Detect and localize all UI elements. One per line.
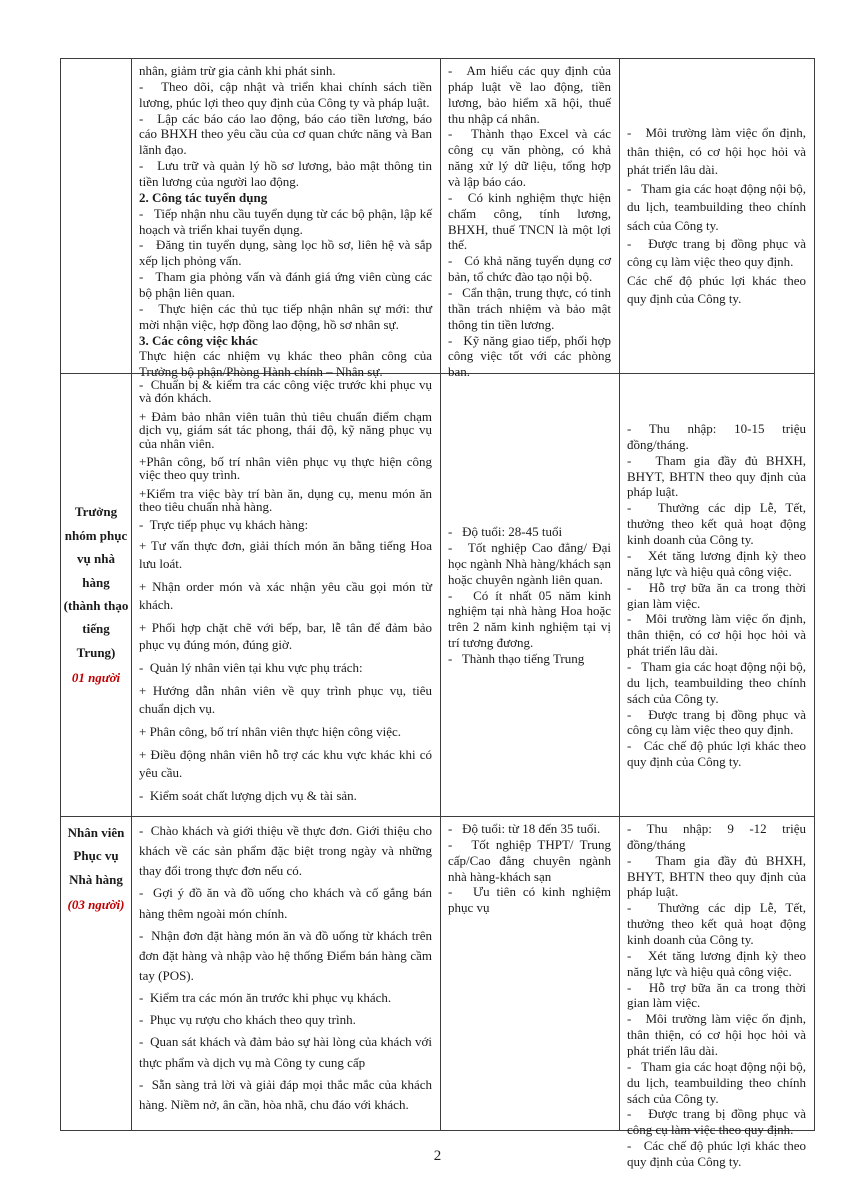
paragraph: - Quản lý nhân viên tại khu vực phụ trách:	[139, 660, 363, 676]
paragraph: - Tham gia các hoạt động nội bộ, du lịch, teambuilding theo chính sách của Công ty.	[627, 658, 806, 706]
paragraph: - Được trang bị đồng phục và công cụ làm việc theo quy định.	[627, 706, 806, 738]
paragraph: - Tốt nghiệp THPT/ Trung cấp/Cao đẳng chuyên ngành nhà hàng-khách sạn	[448, 836, 611, 884]
paragraph: - Sẵn sàng trả lời và giải đáp mọi thắc mắc của khách hàng. Niềm nở, ân cần, hòa nhã, chu đáo với khách.	[139, 1076, 432, 1112]
paragraph: - Lưu trữ và quản lý hồ sơ lương, bảo mật thông tin tiền lương của người lao động.	[139, 158, 432, 190]
paragraph: - Môi trường làm việc ổn định, thân thiện, có cơ hội học hỏi và phát triển lâu dài.	[627, 125, 806, 178]
paragraph: +Phân công, bố trí nhân viên phục vụ thực hiện công việc theo quy trình.	[139, 453, 432, 483]
paragraph: - Có kinh nghiệm thực hiện chấm công, tính lương, BHXH, thuế TNCN là một lợi thế.	[448, 189, 611, 253]
paragraph: - Tham gia phỏng vấn và đánh giá ứng viên cùng các bộ phận liên quan.	[139, 269, 432, 301]
paragraph: - Kiểm tra các món ăn trước khi phục vụ khách.	[139, 990, 392, 1006]
benefits-cell	[619, 374, 814, 816]
paragraph: - Thành thạo Excel và các công cụ văn phòng, có khả năng xử lý dữ liệu, tổng hợp và lập báo cáo.	[448, 126, 611, 190]
paragraph: - Tốt nghiệp Cao đẳng/ Đại học ngành Nhà hàng/khách sạn hoặc chuyên ngành liên quan.	[448, 539, 611, 587]
table-row	[61, 373, 814, 816]
paragraph: - Cẩn thận, trung thực, có tinh thần trách nhiệm và bảo mật thông tin tiền lương.	[448, 285, 612, 332]
paragraph: - Các chế độ phúc lợi khác theo quy định của Công ty.	[627, 738, 806, 770]
paragraph: Thực hiện các nhiệm vụ khác theo phân công của Trưởng bộ phận/Phòng Hành chính – Nhân sự.	[139, 348, 432, 380]
paragraph: - Xét tăng lương định kỳ theo năng lực và hiệu quả công việc.	[627, 547, 806, 579]
job-table	[60, 58, 815, 1170]
paragraph: - Lập các báo cáo lao động, báo cáo tiền lương, báo cáo BHXH theo yêu cầu của cơ quan chức năng và Ban lãnh đạo.	[139, 110, 432, 158]
paragraph: 2. Công tác tuyển dụng	[139, 189, 268, 205]
table-row	[61, 816, 814, 1170]
paragraph: - Đăng tin tuyển dụng, sàng lọc hồ sơ, liên hệ và sắp xếp lịch phỏng vấn.	[139, 237, 432, 269]
benefits-cell	[619, 59, 814, 373]
paragraph: + Đảm bảo nhân viên tuân thủ tiêu chuẩn điểm chạm dịch vụ, giám sát tác phong, thái độ, kỹ năng phục vụ của nhân viên.	[139, 408, 432, 451]
page-number: 2	[433, 1148, 442, 1164]
paragraph: - Hỗ trợ bữa ăn ca trong thời gian làm việc.	[627, 579, 806, 611]
requirements-cell	[440, 59, 619, 380]
paragraph: - Kỹ năng giao tiếp, phối hợp công việc tốt với các phòng ban.	[448, 332, 611, 380]
paragraph: - Am hiểu các quy định của pháp luật về lao động, tiền lương, bảo hiểm xã hội, thuế thu nhập cá nhân.	[448, 63, 611, 126]
paragraph: - Tham gia các hoạt động nội bộ, du lịch, teambuilding theo chính sách của Công ty.	[627, 1058, 806, 1106]
paragraph: + Phân công, bố trí nhân viên thực hiện công việc.	[139, 724, 402, 740]
paragraph: - Gợi ý đồ ăn và đồ uống cho khách và cố gắng bán hàng thêm ngoài món chính.	[139, 885, 432, 921]
paragraph: - Chào khách và giới thiệu về thực đơn. Giới thiệu cho khách về các sản phẩm đặc biệt trong ngày và những thay đổi trong thực đơn nếu có.	[139, 823, 432, 879]
paragraph: - Trực tiếp phục vụ khách hàng:	[139, 517, 309, 533]
position-cell	[61, 817, 131, 1130]
paragraph: - Môi trường làm việc ổn định, thân thiện, có cơ hội học hỏi và phát triển lâu dài.	[627, 1011, 806, 1059]
paragraph: nhân, giảm trừ gia cảnh khi phát sinh.	[139, 63, 336, 78]
position-title: Nhân viên Phục vụ Nhà hàng	[67, 825, 125, 887]
paragraph: + Điều động nhân viên hỗ trợ các khu vực khác khi có yêu cầu.	[139, 747, 432, 781]
paragraph: +Kiểm tra việc bày trí bàn ăn, dụng cụ, menu món ăn theo tiêu chuẩn nhà hàng.	[139, 485, 432, 514]
paragraph: + Tư vấn thực đơn, giải thích món ăn bằng tiếng Hoa lưu loát.	[139, 537, 432, 571]
benefits-cell	[619, 817, 814, 1170]
paragraph: - Có khả năng tuyển dụng cơ bản, tổ chức đào tạo nội bộ.	[448, 253, 611, 285]
paragraph: - Thưởng các dịp Lễ, Tết, thưởng theo kết quả hoạt động kinh doanh của Công ty.	[627, 500, 806, 548]
paragraph: - Thu nhập: 9 -12 triệu đồng/tháng	[627, 821, 806, 852]
paragraph: - Phục vụ rượu cho khách theo quy trình.	[139, 1012, 356, 1028]
duties-cell	[131, 817, 440, 1130]
paragraph: - Tham gia các hoạt động nội bộ, du lịch, teambuilding theo chính sách của Công ty.	[627, 180, 806, 233]
paragraph: - Môi trường làm việc ổn định, thân thiện, có cơ hội học hỏi và phát triển lâu dài.	[627, 611, 806, 659]
paragraph: - Thành thạo tiếng Trung	[448, 651, 585, 666]
paragraph: - Xét tăng lương định kỳ theo năng lực và hiệu quả công việc.	[627, 947, 806, 979]
position-cell	[61, 374, 131, 816]
paragraph: + Nhận order món và xác nhận yêu cầu gọi món từ khách.	[139, 578, 432, 612]
paragraph: - Ưu tiên có kinh nghiệm phục vụ	[448, 884, 611, 916]
paragraph: - Quan sát khách và đảm bảo sự hài lòng của khách với thực phẩm và dịch vụ mà Công ty cung cấp	[139, 1034, 432, 1070]
paragraph: - Theo dõi, cập nhật và triển khai chính sách tiền lương, phúc lợi theo quy định của Công ty và pháp luật.	[139, 78, 432, 110]
paragraph: - Tham gia đầy đủ BHXH, BHYT, BHTN theo quy định của pháp luật.	[627, 852, 806, 900]
paragraph: - Được trang bị đồng phục và công cụ làm việc theo quy định.	[627, 235, 806, 270]
table-row	[61, 59, 814, 380]
position-title: Trưởng nhóm phục vụ nhà hàng (thành thạo tiếng Trung)	[63, 504, 129, 660]
paragraph: - Các chế độ phúc lợi khác theo quy định của Công ty.	[627, 1138, 806, 1170]
paragraph: - Chuẩn bị & kiểm tra các công việc trước khi phục vụ và đón khách.	[139, 377, 432, 406]
position-count: (03 người)	[67, 897, 125, 913]
paragraph: 3. Các công việc khác	[139, 332, 258, 348]
paragraph: + Hướng dẫn nhân viên về quy trình phục vụ, tiêu chuẩn dịch vụ.	[139, 683, 432, 717]
paragraph: - Được trang bị đồng phục và công cụ làm việc theo quy định.	[627, 1106, 806, 1138]
paragraph: + Phối hợp chặt chẽ với bếp, bar, lễ tân để đảm bảo phục vụ đúng món, đúng giờ.	[139, 619, 432, 653]
paragraph: - Thu nhập: 10-15 triệu đồng/tháng.	[627, 421, 806, 452]
requirements-cell	[440, 374, 619, 816]
position-count: 01 người	[71, 670, 121, 686]
position-cell	[61, 59, 131, 373]
paragraph: - Thực hiện các thủ tục tiếp nhận nhân sự mới: thư mời nhận việc, hợp đồng lao động, hồ sơ nhân sự.	[139, 300, 432, 332]
paragraph: - Độ tuổi: từ 18 đến 35 tuổi.	[448, 821, 601, 836]
paragraph: - Có ít nhất 05 năm kinh nghiệm tại nhà hàng Hoa hoặc trên 2 năm kinh nghiệm tại vị trí tương đương.	[448, 587, 611, 651]
duties-cell	[131, 59, 440, 380]
paragraph: - Thưởng các dịp Lễ, Tết, thưởng theo kết quả hoạt động kinh doanh của Công ty.	[627, 900, 806, 948]
paragraph: Các chế độ phúc lợi khác theo quy định của Công ty.	[627, 272, 806, 307]
paragraph: - Nhận đơn đặt hàng món ăn và đồ uống từ khách trên đơn đặt hàng và nhập vào hệ thống Điểm bán hàng cầm tay (POS).	[139, 927, 432, 983]
duties-cell	[131, 374, 440, 816]
paragraph: - Tham gia đầy đủ BHXH, BHYT, BHTN theo quy định của pháp luật.	[627, 452, 806, 500]
paragraph: - Độ tuổi: 28-45 tuổi	[448, 524, 563, 540]
paragraph: - Hỗ trợ bữa ăn ca trong thời gian làm việc.	[627, 979, 806, 1011]
paragraph: - Tiếp nhận nhu cầu tuyển dụng từ các bộ phận, lập kế hoạch và triển khai tuyển dụng.	[139, 205, 432, 237]
paragraph: - Kiểm soát chất lượng dịch vụ & tài sản.	[139, 788, 357, 803]
requirements-cell	[440, 817, 619, 1130]
